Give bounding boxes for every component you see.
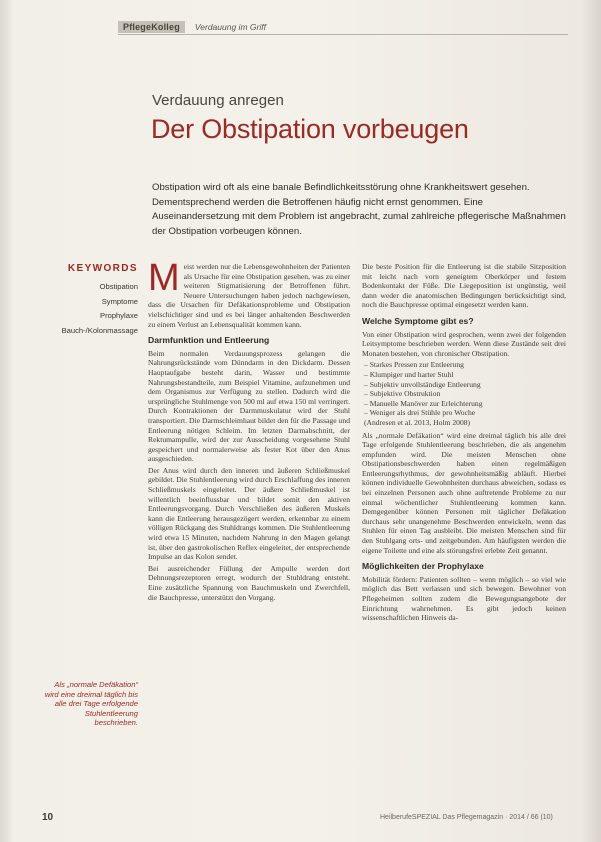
intro-paragraph bbox=[148, 257, 350, 329]
list-item: – Klumpiger und harter Stuhl bbox=[364, 369, 454, 379]
body-paragraph: Von einer Obstipation wird gesprochen, wenn zwei der folgenden Leitsymptome beschrieben werden. Wenn diese Zustände seit drei Monaten bestehen, von chronischer Obstipation. bbox=[362, 329, 566, 358]
margin-note: Als „normale Defäkation“ wird eine dreimal täglich bis alle drei Tage erfolgende Stuhlentleerung beschrieben. bbox=[44, 680, 138, 728]
list-item: – Subjektive Obstruktion bbox=[364, 389, 441, 399]
drop-cap: M bbox=[148, 257, 180, 299]
keyword-item: Bauch-/Kolonmassage bbox=[61, 325, 138, 335]
body-paragraph: Als „normale Defäkation“ wird eine dreimal täglich bis alle drei Tage erfolgende Stuhlentleerung beschrieben, die als angenehm empfunden wird. Die meisten Menschen ohne Obstipationsbeschwerden haben einen regelmäßigen Entleerungsrhythmus, der gewohnheitsmäßig abläuft. Hierbei können individuelle Gewohnheiten durchaus abweichen, sodass es bei einzelnen Personen auch ohne auftretende Probleme zu nur einmal wöchentlicher Stuhlentleerung kommen kann. Demgegenüber können Personen mit täglicher Defäkation durchaus sehr unangenehme Beschwerden entwickeln, wenn das Stuhlen für einen Tag ausbleibt. Die meisten Menschen sind für den Stuhlgang orts- und zeitgebunden. Am häufigsten werden die eigene Toilette und eine als störungsfrei erlebte Zeit genannt. bbox=[362, 430, 566, 555]
subheading-prophylaxe: Möglichkeiten der Prophylaxe bbox=[362, 561, 484, 572]
journal-footer: HeilberufeSPEZIAL Das Pflegemagazin · 2014 / 66 (10) bbox=[380, 814, 553, 821]
keyword-item: Prophylaxe bbox=[100, 311, 138, 320]
keywords-box bbox=[40, 263, 138, 338]
section-label: PflegeKolleg bbox=[118, 21, 185, 33]
body-paragraph: Mobilität fördern: Patienten sollten – wenn möglich – so viel wie möglich das Bett verlassen und sich bewegen. Bewohner von Pflegeheimen sollten zudem die Bewegungsangebote der Einrichtung wahrnehmen. Es gibt jedoch keinen wissenschaftlichen Hinweis da- bbox=[362, 574, 566, 623]
citation: (Andresen et al. 2013, Holm 2008) bbox=[364, 417, 471, 427]
subheading-symptome: Welche Symptome gibt es? bbox=[362, 315, 474, 326]
body-paragraph: Der Anus wird durch den inneren und äußeren Schließmuskel gebildet. Die Stuhlentleerung wird durch Erschlaffung des inneren Schließmuskels eingeleitet. Der äußere Schließmuskel ist willentlich beeinflussbar und bildet somit den aktiven Entleerungsvorgang. Durch Verschließen des äußeren Muskels kann die Entleerung herausgezögert werden, erkennbar zu einem völligen Rückgang des Stuhldrangs kommen. Die Stuhlentleerung wird etwa 15 Minuten, nachdem Nahrung in den Magen gelangt ist, über den gastrokolischen Reflex eingeleitet, der entsprechende Impulse an das Kolon sendet. bbox=[148, 465, 350, 562]
subheading-darmfunktion: Darmfunktion und Entleerung bbox=[148, 335, 270, 346]
keyword-item: Obstipation bbox=[99, 282, 138, 291]
body-paragraph: Bei ausreichender Füllung der Ampulle werden dort Dehnungsrezeptoren erregt, wodurch der Stuhldrang entsteht. Eine zusätzliche Spannung von Bauchmuskeln und Zwerchfell, die Bauchpresse, unterstützt den Vorgang. bbox=[148, 563, 350, 602]
article-lead: Obstipation wird oft als eine banale Befindlichkeitsstörung ohne Krankheitswert gesehen. Dementsprechend werden die Betroffenen häufig nicht ernst genommen. Eine Auseinandersetzung mit dem Problem ist angebracht, zumal zahlreiche pflegerische Maßnahmen der Obstipation vorbeugen können. bbox=[152, 182, 566, 237]
symptom-list bbox=[362, 360, 566, 427]
running-header bbox=[118, 20, 568, 35]
page-number: 10 bbox=[42, 812, 54, 823]
text-column-1 bbox=[148, 257, 350, 604]
article-title: Der Obstipation vorbeugen bbox=[151, 114, 469, 144]
keyword-item: Symptome bbox=[101, 296, 138, 306]
list-item: – Starkes Pressen zur Entleerung bbox=[364, 360, 464, 370]
list-item: – Manuelle Manöver zur Erleichterung bbox=[364, 398, 483, 408]
text-column-2 bbox=[362, 262, 566, 625]
body-paragraph: Beim normalen Verdauungsprozess gelangen die Nahrungsrückstände vom Dünndarm in den Dickdarm. Dessen Hauptaufgabe besteht darin, Wasser und bestimmte Nahrungsbestandteile, zum Beispiel Vitamine, aufzunehmen und dem Organismus zur Verfügung zu stellen. Dadurch wird die ursprüngliche Stuhlmenge von 500 ml auf etwa 150 ml verringert. Durch Kontraktionen der Darmmuskulatur wird der Stuhl transportiert. Die Darmschleimhaut bildet den für die Passage und Entleerung nötigen Schleim. Im letzten Darmabschnitt, der Rektumampulle, wird der zur Ausscheidung vorgesehene Stuhl gespeichert und normalerweise als fester Kot über den Anus ausgeschieden. bbox=[148, 348, 350, 464]
topic-label: Verdauung im Griff bbox=[194, 22, 266, 32]
list-item: – Weniger als drei Stühle pro Woche bbox=[364, 408, 476, 418]
intro-text: eist werden nur die Lebensgewohnheiten der Patienten als Ursache für eine Obstipation gesehen, was zu einer weiteren Stigmatisierung der Betroffenen führt. Neuere Untersuchungen haben jedoch nachgewiesen, dass die Ursachen für Defäkationsprobleme und Obstipation vielschichtiger sind und es bei länger anhaltenden Beschwerden zu einem Verlust an Lebensqualität kommen kann. bbox=[148, 262, 350, 329]
body-paragraph: Die beste Position für die Entleerung ist die stabile Sitzposition mit leicht nach vorn geneigtem Oberkörper und festem Bodenkontakt der Füße. Die Liegeposition ist ungünstig, weil dann weder die anatomischen Bedingungen berücksichtigt sind, noch die Bauchpresse optimal eingesetzt werden kann. bbox=[362, 262, 566, 310]
article-overline: Verdauung anregen bbox=[152, 92, 284, 109]
list-item: – Subjektiv unvollständige Entleerung bbox=[364, 379, 481, 389]
keywords-heading: KEYWORDS bbox=[67, 263, 138, 274]
